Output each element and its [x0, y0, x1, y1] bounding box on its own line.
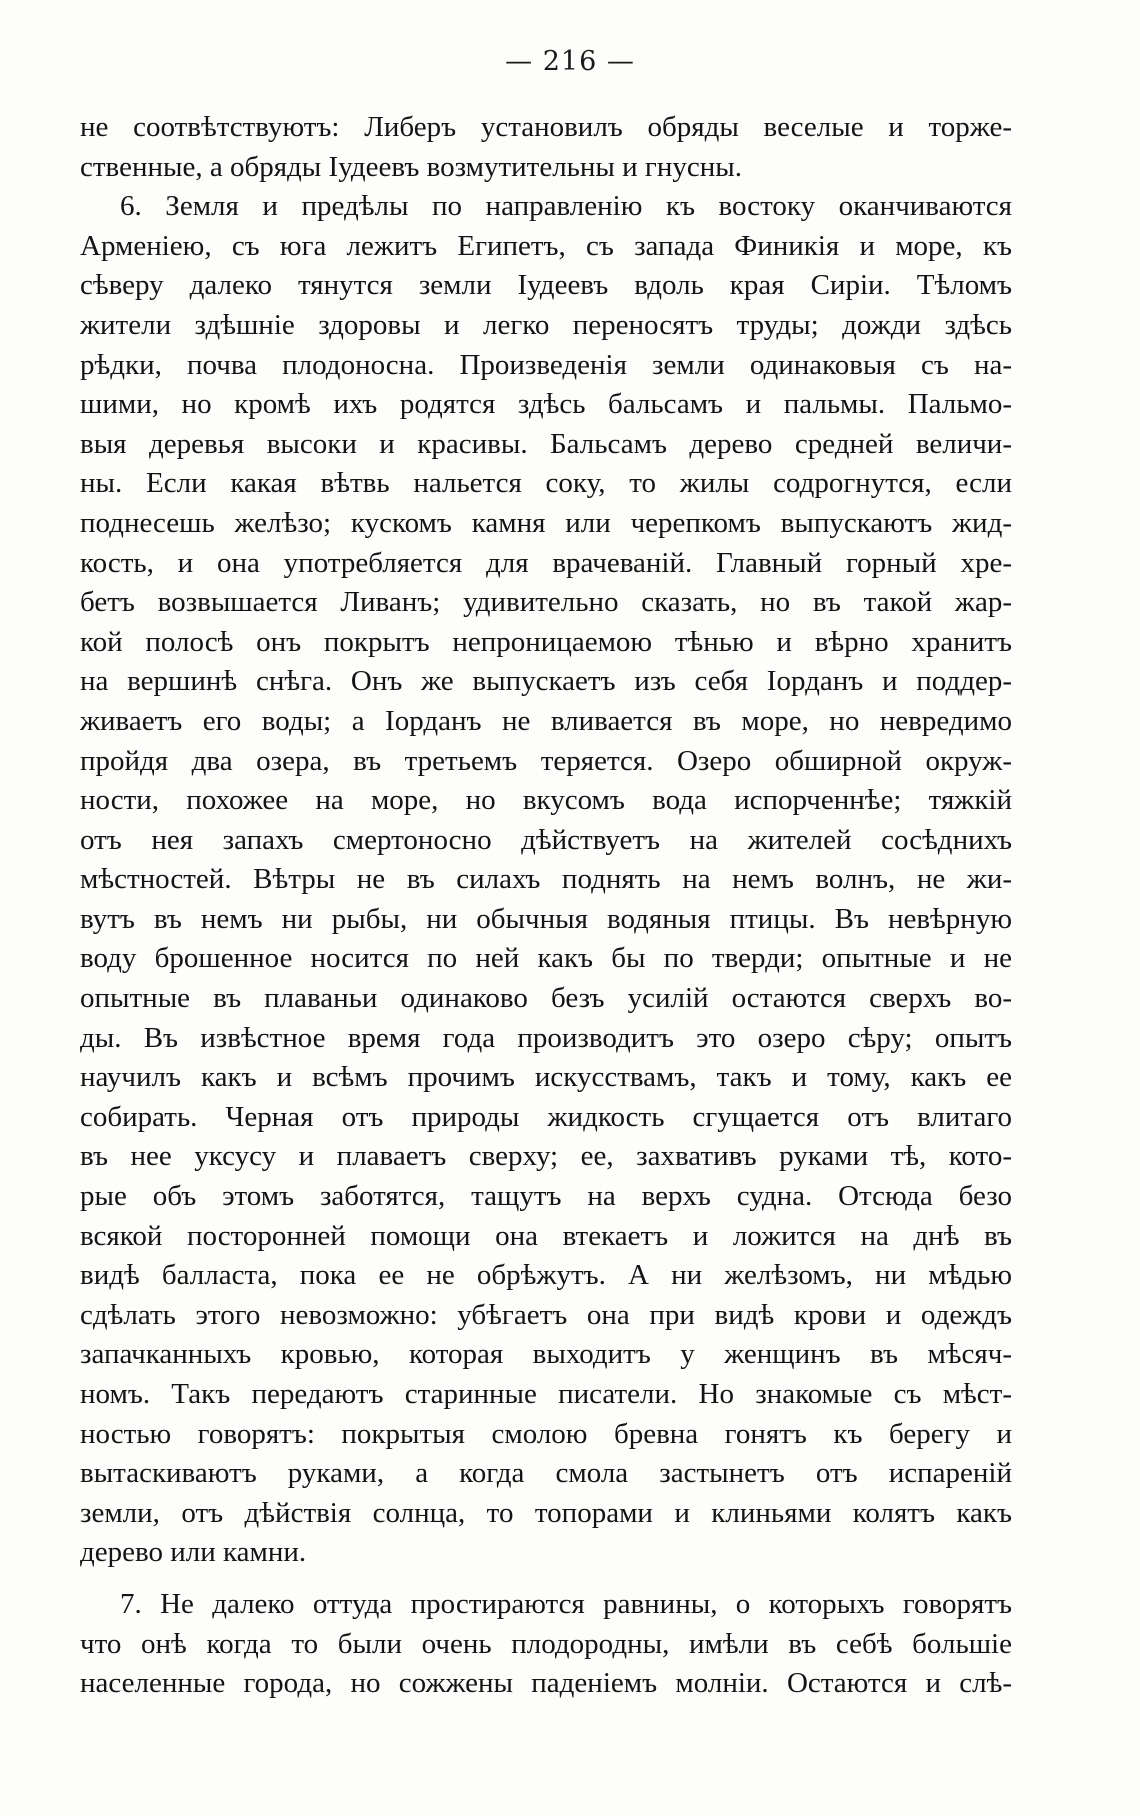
text-line: рѣдки, почва плодоносна. Произведенія земли одинаковыя съ на-: [80, 348, 1012, 381]
text-line: сѣверу далеко тянутся земли Іудеевъ вдоль края Сиріи. Тѣломъ: [80, 269, 1012, 302]
text-line: всякой посторонней помощи она втекаетъ и ложится на днѣ въ: [80, 1219, 1012, 1252]
text-line: рые объ этомъ заботятся, тащутъ на верхъ судна. Отсюда безо: [80, 1180, 1012, 1213]
text-line: номъ. Такъ передаютъ старинные писатели. Но знакомые съ мѣст-: [80, 1378, 1012, 1410]
text-line: земли, отъ дѣйствія солнца, то топорами и клиньями колятъ какъ: [80, 1496, 1012, 1529]
text-line: сдѣлать этого невозможно: убѣгаетъ она при видѣ крови и одеждъ: [80, 1298, 1012, 1331]
text-line: собирать. Черная отъ природы жидкость сгущается отъ влитаго: [80, 1100, 1012, 1133]
text-line: видѣ балласта, пока ее не обрѣжутъ. А ни желѣзомъ, ни мѣдью: [80, 1259, 1012, 1292]
text-line: что онѣ когда то были очень плодородны, имѣли въ себѣ большіе: [80, 1627, 1012, 1660]
text-line: вутъ въ немъ ни рыбы, ни обычныя водяныя птицы. Въ невѣрную: [80, 902, 1012, 935]
text-line: отъ нея запахъ смертоносно дѣйствуетъ на жителей сосѣднихъ: [80, 823, 1012, 856]
text-line: ственные, а обряды Іудеевъ возмутительны и гнусны.: [80, 150, 742, 183]
text-line: мѣстностей. Вѣтры не въ силахъ поднять на немъ волнъ, не жи-: [80, 863, 1012, 896]
text-line: ностью говорятъ: покрытыя смолою бревна гонятъ къ берегу и: [80, 1417, 1012, 1450]
text-line: на вершинѣ снѣга. Онъ же выпускаетъ изъ себя Іорданъ и поддер-: [80, 665, 1012, 698]
text-line: живаетъ его воды; а Іорданъ не вливается въ море, но невредимо: [80, 704, 1012, 737]
text-line: кой полосѣ онъ покрытъ непроницаемою тѣнью и вѣрно хранитъ: [80, 625, 1012, 658]
text-line: пройдя два озера, въ третьемъ теряется. Озеро обширной окруж-: [80, 744, 1012, 777]
text-line: запачканныхъ кровью, которая выходитъ у женщинъ въ мѣсяч-: [80, 1338, 1012, 1371]
text-line: выя деревья высоки и красивы. Бальсамъ дерево средней величи-: [80, 427, 1012, 460]
text-line: дерево или камни.: [80, 1536, 307, 1569]
text-line: бетъ возвышается Ливанъ; удивительно сказать, но въ такой жар-: [80, 586, 1012, 619]
text-line: опытные въ плаваньи одинаково безъ усилій остаются сверхъ во-: [80, 982, 1012, 1015]
text-line: научилъ какъ и всѣмъ прочимъ искусствамъ, такъ и тому, какъ ее: [80, 1061, 1012, 1094]
text-line: шими, но кромѣ ихъ родятся здѣсь бальсамъ и пальмы. Пальмо-: [80, 388, 1012, 421]
text-line: 7. Не далеко оттуда простираются равнины, о которыхъ говорятъ: [120, 1587, 1012, 1620]
text-line: Арменіею, съ юга лежитъ Египетъ, съ запада Финикія и море, къ: [80, 229, 1012, 262]
text-line: 6. Земля и предѣлы по направленію къ востоку оканчиваются: [120, 190, 1012, 223]
text-line: поднесешь желѣзо; кускомъ камня или черепкомъ выпускаютъ жид-: [80, 506, 1012, 539]
paragraph-gap: [80, 1573, 1012, 1585]
text-line: кость, и она употребляется для врачеваній. Главный горный хре-: [80, 546, 1012, 579]
text-line: въ нее уксусу и плаваетъ сверху; ее, захвативъ руками тѣ, кото-: [80, 1140, 1012, 1173]
text-line: жители здѣшніе здоровы и легко переносятъ труды; дожди здѣсь: [80, 308, 1012, 341]
text-line: ности, похожее на море, но вкусомъ вода испорченнѣе; тяжкій: [80, 784, 1012, 817]
text-body: [80, 108, 1012, 1704]
text-line: воду брошенное носится по ней какъ бы по тверди; опытные и не: [80, 942, 1012, 975]
text-line: ды. Въ извѣстное время года производитъ это озеро сѣру; опытъ: [80, 1021, 1012, 1054]
text-line: вытаскиваютъ руками, а когда смола застынетъ отъ испареній: [80, 1457, 1012, 1490]
page-number: — 216 —: [505, 46, 635, 77]
text-line: не соотвѣтствуютъ: Либеръ установилъ обряды веселые и торже-: [80, 111, 1012, 143]
text-line: ны. Если какая вѣтвь нальется соку, то жилы содрогнутся, если: [80, 467, 1012, 500]
text-line: населенные города, но сожжены паденіемъ молніи. Остаются и слѣ-: [80, 1667, 1012, 1700]
